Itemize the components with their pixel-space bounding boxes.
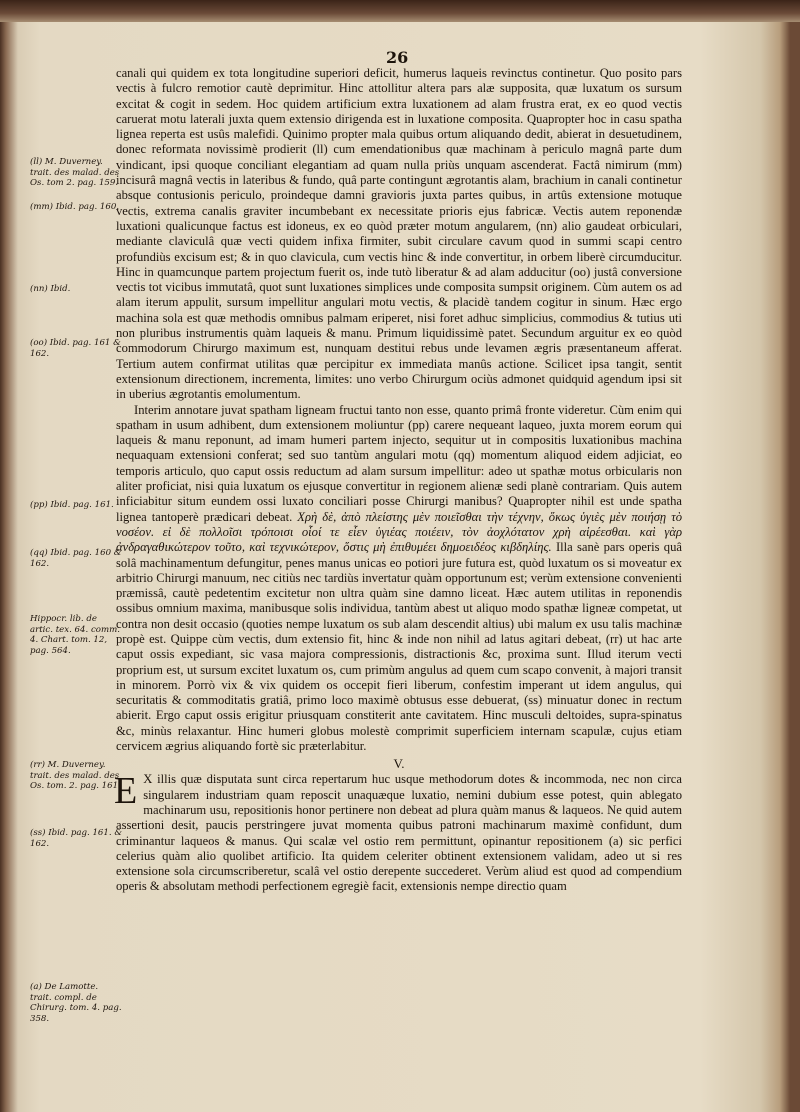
margin-note-qq: (qq) Ibid. pag. 160 & 162. [30,548,122,569]
drop-cap: E [114,770,138,813]
main-text [116,66,682,895]
section-heading: V. [393,756,405,772]
margin-note-mm: (mm) Ibid. pag. 160. [30,202,120,212]
margin-note-oo: (oo) Ibid. pag. 161 & 162. [30,338,121,359]
paragraph-2-text: Interim annotare juvat spatham ligneam fructui tanto non esse, quanto primâ fronte videretur. Cùm enim qui spatham in usum adhibent, dum extensionem moliuntur (pp) carere nequeant laqueo, juxta morem eorum qui laqueis & manu reponunt, ad imam humeri partem injecto, sequitur ut in compositis luxationibus machina nequaquam extensioni conferat; sed suo tantùm angulari motu (qq) momentum aliquod eidem adjiciat, eo temporis articulo, quo caput ossis reductum ad alam sursum impellitur: adeo ut spathæ motus orbicularis non aliter proficiat, nisi quia luxatum os ejusque convertitur in regionem alienæ sedi planè contrariam. Quis autem inficiabitur situm eundem ossi luxato conciliari posse Chirurgi manibus? Quapropter nihil est unde spatha lignea tantoperè prædicari debeat. [116,402,682,524]
margin-note-ll: (ll) M. Duverney. trait. des malad. des Os. tom 2. pag. 159. [30,157,120,189]
paragraph-final-text: X illis quæ disputata sunt circa repertarum huc usque methodorum dotes & incommoda, nec non circa singularem industriam quam reposcit unaquæque luxatio, nemini dubium esse potest, quin ablegato machinarum usu, repositionis honor pertinere non debeat ad plura quàm manus & laqueos. Ne quid autem assertioni desit, paucis perstringere juvat momenta quibus patroni machinarum maximè confidunt, dum criminantur laqueos & manus. Qui scalæ vel ostio rem permittunt, opinantur repositionem (a) sic perfici celerius quàm alio quolibet artificio. Ita quidem celeriter obtinent extensionem validam, adeo ut si res extensione sola circumscriberetur, scalâ vel ostio derepente succederet. Verùm aliud est quod ad compendium operis & absolutam methodi perfectionem egregiè facit, extensionis nempe directio quam [116,772,682,894]
margin-note-a: (a) De Lamotte. trait. compl. de Chirurg. tom. 4. pag. 358. [30,982,122,1024]
margin-note-nn: (nn) Ibid. [30,284,71,294]
greek-quotation: Χρὴ δὲ, ἀπὸ πλείστης μὲν ποιεῖσθαι τὴν τέχνην, ὅκως ὑγιὲς μὲν ποιήσῃ τὸ νοσέον. εἰ δὲ πολλοῖσι τρόποισι οἷοί τε εἶεν ὑγιέας ποιέειν, τὸν ἀοχλότατον χρὴ αἱρέεσθαι. καὶ γὰρ ἀνδραγαθικώτερον τοῦτο, καὶ τεχνικώτερον, ὅστις μὴ ἐπιθυμέει δημοειδέος κιβδηλίης. [116,509,682,555]
paragraph-2 [116,403,682,755]
paragraph-3-text: Illa sanè pars operis quâ solâ machinamentum defungitur, penes manus unicas eo potiori jure futura est, quòd luxatum os si moveatur ex arbitrio Chirurgi manuum, nec citiùs nec tardiùs invertatur quàm opportunum est; verùm extensione convenienti præmissâ, cautè pedetentim excitetur non ultra quàm sine damno liceat. Hæc autem utilitas in reponendis ossibus omnium maxima, manibusque solis individua, tantùm abest ut aliquo modo spathæ ligneæ competat, ut contra non desit occasio (quoties nempe luxatum os sub alam descendit altius) ubi malum ex usu talis machinæ propè est. Quippe cùm vectis, dum extensio fit, hinc & inde non nihil ad latus agitari debeat, (rr) ut hac arte caput ossis expediant, sic vasa majora compressionis, distractionis &c, proxima sunt. Illud iterum vecti proprium est, ut sursum excitet luxatum os, cum primùm angulus ad quem cum scapo convenit, à majori transit in minorem. Porrò vix & vix quidem os occepit fieri liberum, confestim imperant ut idem angulus, qui securitatis & commoditatis gratiâ, primo loco maximè obtusus esse debuerat, (ss) minuatur donec in rectum abierit. Ergo caput ossis erigitur priusquam constiterit ante cavitatem. Hinc musculi deltoides, supra-spinatus &c, minùs relaxantur. Hinc humeri globus molestè comprimit superficiem internam scapulæ, cujus etiam cervicem ægrius aliquando fortè sic præterlabitur. [116,540,682,754]
margin-note-ss: (ss) Ibid. pag. 161. & 162. [30,828,122,849]
margin-note-rr: (rr) M. Duverney. trait. des malad. des Os. tom. 2. pag. 161. [30,760,121,792]
book-page [14,22,778,1112]
binding-edge [0,0,800,22]
margin-note-pp: (pp) Ibid. pag. 161. [30,500,114,510]
margin-note-hippocrates: Hippocr. lib. de artic. tex. 64. comm. 4. Chart. tom. 12, pag. 564. [30,614,120,656]
paragraph-1: canali qui quidem ex tota longitudine superiori deficit, humerus laqueis revinctus continetur. Quo posito pars vectis à fulcro remotior cautè deprimitur. Hinc attollitur altera pars alæ supposita, quæ luxatum os sursum excitat & cogit in sedem. Hoc quidem artificium extra luxationem ad alam frustra erat, ex eo quod vectis caruerat motu laterali juxta quem extensio dirigenda est in luxatione composita. Quapropter hoc in casu spatha lignea reperta est usûs malefidi. Quinimo propter mala quibus ortum aliquando dedit, abierat in desuetudinem, donec reformata novissimè prodierit (ll) cum emendationibus quæ machinam à periculo magnâ parte dum vindicant, ipsi quoque conciliant elegantiam ad quam nulla priùs unquam ascenderat. Factâ nimirum (mm) incisurâ magnâ vectis in lateribus & fundo, quâ parte contingunt ægrotantis alam, brachium in canali continetur absque contusionis periculo, proindeque damni gravioris juxta partes quibus, in artûs extensione motuque vectis, extrema canalis graviter incumbebant ex necessitate prioris ejus fabricæ. Vectis autem reponendæ luxationi qualicunque factus est idoneus, ex eo quòd præter motum angularem, (nn) alio gaudeat orbiculari, mediante claviculâ quæ vecti quidem infixa firmiter, subit circulare cavum quod in summi scapi centro profundiùs excisum est; & in quo clavicula, cum vectis hinc & inde convertitur, in orbem liberè circumducitur. Hinc in quamcunque partem projectum fuerit os, inde tutò liberatur & ad alam adducitur (oo) justâ conversione vectis tot vicibus immutatâ, quot sunt luxationes simplices unde composita sumpsit originem. Cùm autem os ad alam iterum appulit, sursum impellitur angulari motu vectis, & placidè tandem cogitur in sinum. Hæc ergo machina sola est quæ methodis omnibus palmam eriperet, nisi foret adhuc simplicius, commodius & tutius uti non pluribus instrumentis quàm laqueis & manu. Primum liquidissimè patet. Secundum arguitur ex eo quòd commodorum Chirurgo maximum est, nunquam destitui rebus unde levamen ægris præsentaneum afferat. Tertium autem confirmat utilitas quæ percipitur ex immediata manûs actione. Scilicet ipsa tangit, sentit extensionum directionem, incrementa, limites: uno verbo Chirurgum ociùs admonet quidquid agendum ipsi sit in uberius ægrotantis emolumentum. [116,66,682,402]
page-number: 26 [386,48,409,67]
paragraph-final [116,772,682,894]
